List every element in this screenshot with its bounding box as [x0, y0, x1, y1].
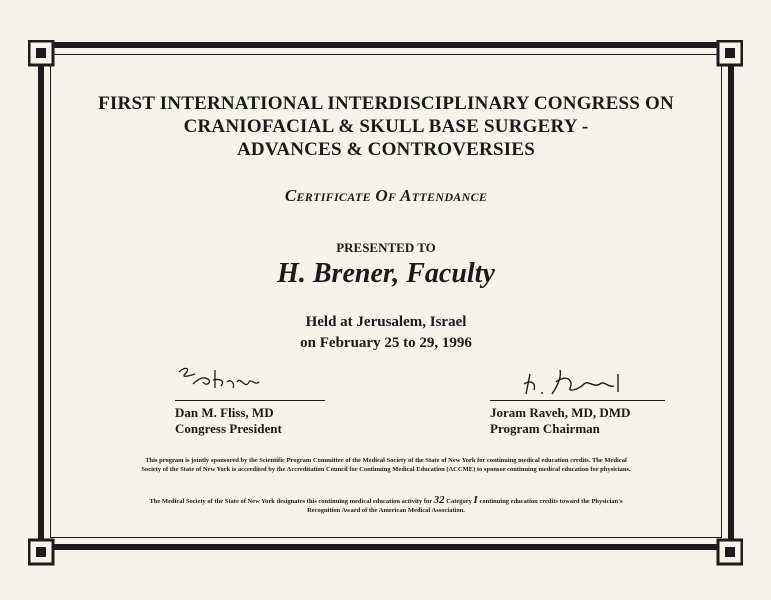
signature-block-chairman	[490, 360, 690, 437]
corner-ornament-icon	[28, 40, 64, 76]
corner-ornament-icon	[28, 530, 64, 566]
signature-block-president	[175, 360, 375, 437]
certificate-type: Certificate Of Attendance	[284, 186, 488, 205]
accreditation-statement: This program is jointly sponsored by the Scientific Program Committee of the Medical Society of the State of New York for continuing medical education credits. The Medical Society of the State of New York is accredited by the Accreditation Council for Continuing Medical Education (ACCME) to sponsor continuing medical education for physicians.	[141, 457, 631, 473]
event-location: Held at Jerusalem, Israel	[305, 314, 467, 330]
credit-designation-statement	[140, 496, 632, 515]
congress-title	[60, 92, 712, 161]
credit-text: The Medical Society of the State of New York designates this continuing medical education activity for	[149, 498, 433, 505]
signature-image	[490, 360, 690, 400]
signature-image	[175, 360, 375, 400]
signer-name: Joram Raveh, MD, DMD	[490, 405, 631, 420]
credit-text: continuing education credits toward the Physician's Recognition Award of the American Medical Association.	[307, 498, 623, 514]
event-dates: on February 25 to 29, 1996	[300, 335, 472, 351]
signature-line	[490, 400, 665, 401]
credit-text: Category	[446, 498, 472, 505]
corner-ornament-icon	[707, 530, 743, 566]
signer-role: Program Chairman	[490, 421, 600, 436]
corner-ornament-icon	[707, 40, 743, 76]
title-line: FIRST INTERNATIONAL INTERDISCIPLINARY CONGRESS ON	[98, 93, 674, 114]
event-details	[60, 312, 712, 354]
credit-hours: 32	[433, 494, 445, 506]
recipient-name: H. Brener, Faculty	[277, 258, 495, 289]
signer-role: Congress President	[175, 421, 282, 436]
signer-name: Dan M. Fliss, MD	[175, 405, 274, 420]
signature-line	[175, 400, 325, 401]
title-line: ADVANCES & CONTROVERSIES	[237, 139, 535, 160]
presented-to-label: PRESENTED TO	[336, 240, 436, 255]
credit-category: I	[473, 494, 478, 506]
title-line: CRANIOFACIAL & SKULL BASE SURGERY -	[183, 116, 589, 137]
